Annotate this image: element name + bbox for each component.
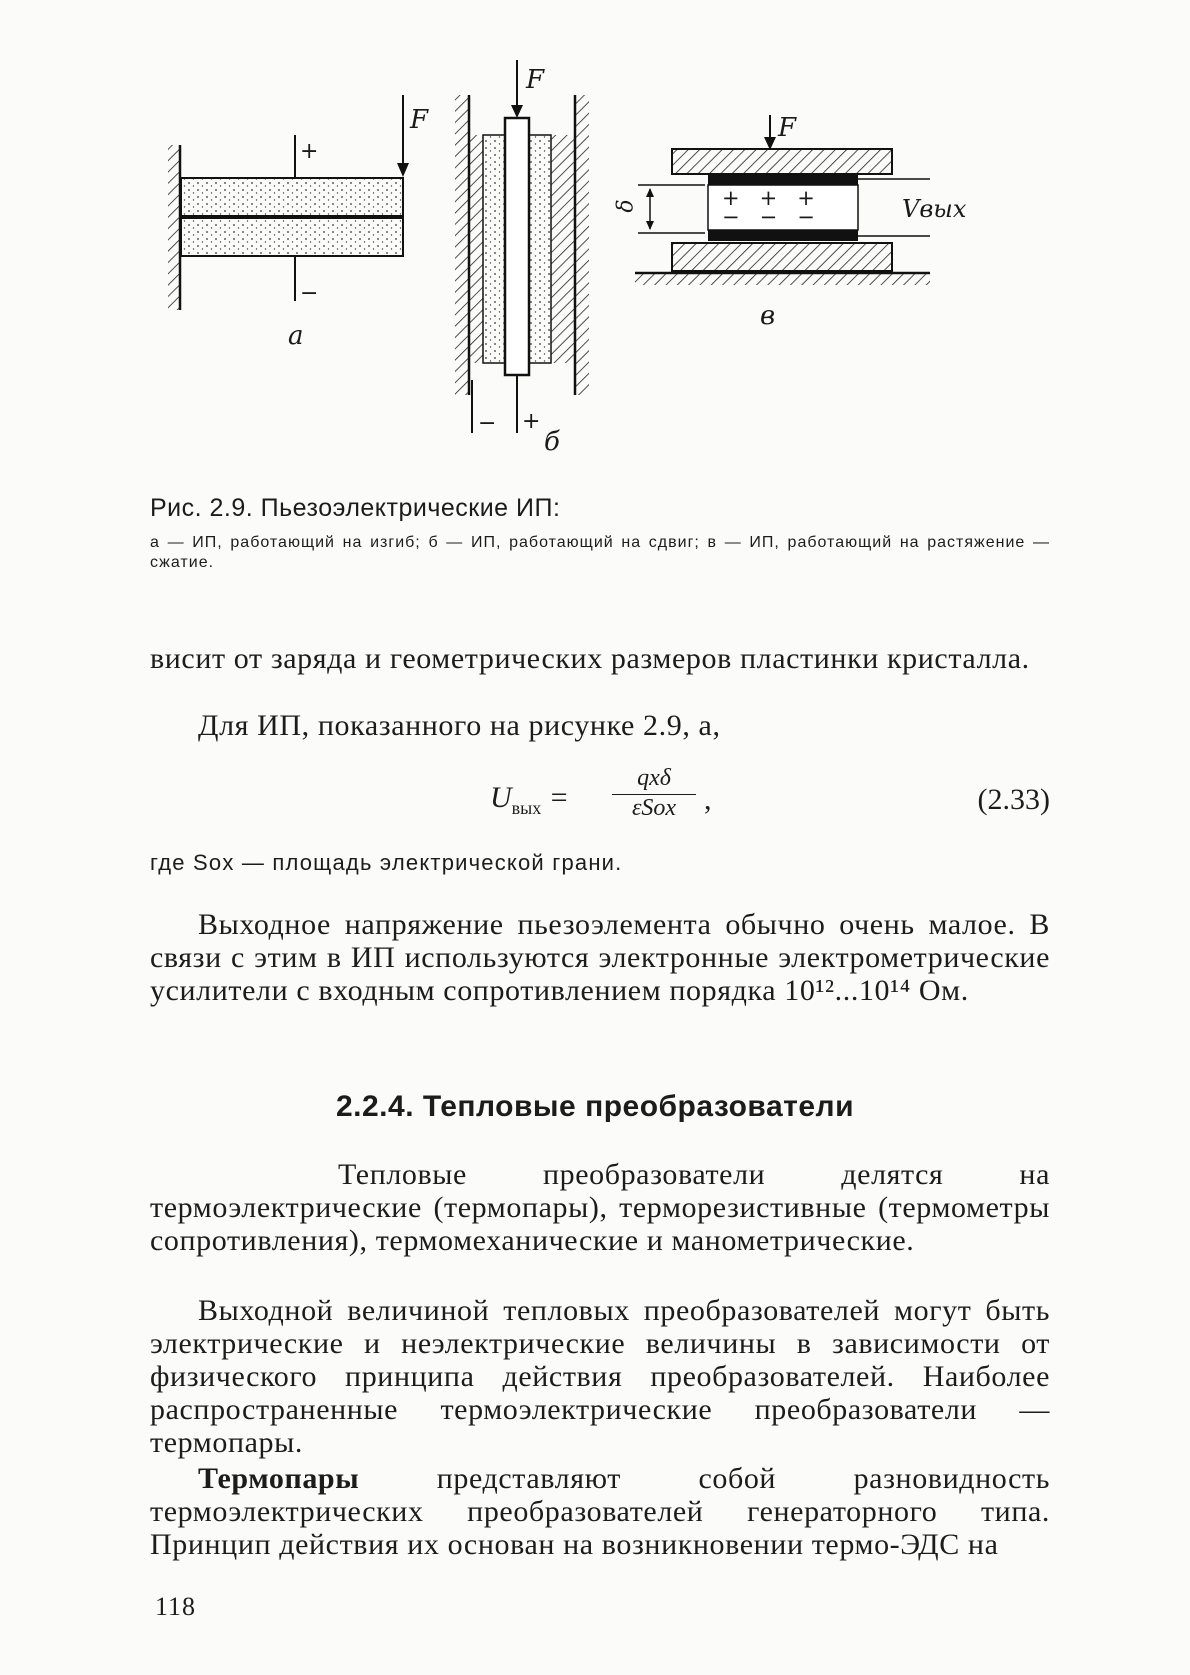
paragraph-4	[150, 1158, 1050, 1257]
paragraph-2-text: Для ИП, показанного на рисунке 2.9, а,	[198, 709, 721, 742]
equation-number: (2.33)	[977, 783, 1050, 816]
plus-label-a: +	[300, 139, 319, 164]
formula-2-33	[490, 765, 1050, 835]
page-number: 118	[155, 1592, 197, 1621]
paragraph-6-text: представляют собой разновидность термоэлектрических преобразователей генераторного типа. Принцип действия их основан на возникновении термо-ЭДС на	[150, 1462, 1050, 1561]
figure-caption-body: а — ИП, работающий на изгиб; б — ИП, работающий на сдвиг; в — ИП, работающий на растяжение — сжатие.	[150, 534, 1050, 571]
formula-comma: ,	[704, 783, 712, 816]
paragraph-3-text: Выходное напряжение пьезоэлемента обычно очень малое. В связи с этим в ИП используются электронные электрометрические усилители с входным сопротивлением порядка 10¹²...10¹⁴ Ом.	[150, 908, 1050, 1007]
force-label-b: F	[526, 65, 545, 95]
plus-label-b: +	[522, 409, 541, 434]
diagram-b	[455, 60, 589, 436]
vout-label: Vвых	[902, 195, 967, 223]
formula-sub: вых	[511, 798, 542, 818]
minus-label-b: −	[478, 411, 497, 436]
minus-signs-c: − − −	[722, 205, 815, 229]
force-label-a: F	[410, 105, 429, 135]
formula-fraction	[612, 765, 696, 822]
minus-label-a: −	[300, 281, 319, 306]
figure-caption-title: Рис. 2.9. Пьезоэлектрические ИП:	[150, 494, 561, 522]
paragraph-4-text: Тепловые преобразователи делятся на термоэлектрические (термопары), терморезистивные (термометры сопротивления), термомеханические и манометрические.	[150, 1158, 1050, 1257]
paragraph-2	[150, 709, 1050, 742]
paragraph-6	[150, 1462, 1050, 1561]
sublabel-b: б	[544, 427, 560, 457]
formula-lhs	[490, 781, 569, 819]
formula-numerator: qxδ	[612, 765, 696, 795]
paragraph-3	[150, 908, 1050, 1007]
plus-signs-c: + + +	[722, 186, 815, 210]
paragraph-5	[150, 1294, 1050, 1459]
section-heading: 2.2.4. Тепловые преобразователи	[335, 1090, 855, 1123]
formula-u: U	[490, 781, 512, 814]
figure-piezo-transducers	[160, 55, 1060, 495]
sublabel-c: в	[760, 301, 776, 331]
formula-equals: =	[548, 781, 570, 814]
term-thermocouples: Термопары	[198, 1462, 360, 1495]
force-label-c: F	[778, 113, 797, 143]
figure-drawing	[160, 55, 1060, 495]
delta-label: δ	[613, 199, 639, 213]
paragraph-5-text: Выходной величиной тепловых преобразователей могут быть электрические и неэлектрические величины в зависимости от физического принципа действия преобразователей. Наиболее распространенные термоэлектрические преобразователи — термопары.	[150, 1294, 1050, 1459]
formula-explanation: где Sox — площадь электрической грани.	[150, 850, 623, 875]
formula-denominator: εSox	[631, 795, 677, 821]
diagram-a	[168, 95, 409, 310]
paragraph-1: висит от заряда и геометрических размеров пластинки кристалла.	[150, 642, 1030, 675]
sublabel-a: а	[288, 321, 304, 351]
